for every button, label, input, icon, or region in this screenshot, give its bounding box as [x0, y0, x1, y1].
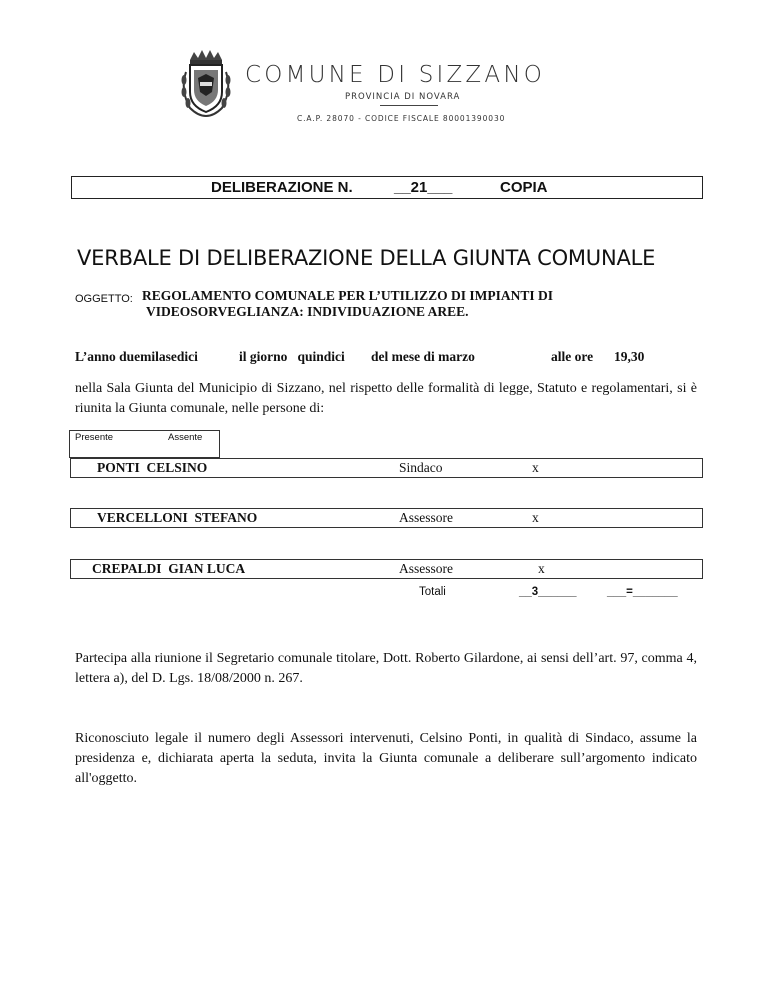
member-role: Sindaco [399, 460, 443, 475]
member-presence-mark: x [532, 510, 539, 525]
cap-codice-fiscale: C.A.P. 28070 - CODICE FISCALE 80001390030 [297, 114, 506, 123]
member-row [70, 508, 703, 528]
document-title: VERBALE DI DELIBERAZIONE DELLA GIUNTA COMUNALE [77, 246, 656, 270]
presente-label: Presente [75, 432, 114, 443]
member-row [70, 458, 703, 478]
time-label: alle ore [551, 349, 594, 364]
secretary-paragraph: Partecipa alla riunione il Segretario comunale titolare, Dott. Roberto Gilardone, ai sensi dell’art. 97, comma 4, lettera a), del D. Lgs. 18/08/2000 n. 267. [75, 651, 697, 686]
member-presence-mark: x [532, 460, 539, 475]
intro-paragraph: nella Sala Giunta del Municipio di Sizzano, nel rispetto delle formalità di legge, Statuto e regolamentari, si è riunita la Giunta comunale, nelle persone di: [75, 381, 697, 416]
deliberation-label: DELIBERAZIONE N. [211, 179, 353, 196]
totals-absent: ___=_______ [607, 586, 678, 598]
subject-label: OGGETTO: [75, 293, 133, 305]
time-value: 19,30 [614, 349, 645, 364]
totals-present: __3______ [519, 586, 577, 598]
member-role: Assessore [399, 561, 453, 576]
subject-text [142, 288, 682, 320]
member-row [70, 559, 703, 579]
subject-line-2: VIDEOSORVEGLIANZA: INDIVIDUAZIONE AREE. [146, 304, 469, 319]
quorum-paragraph: Riconosciuto legale il numero degli Assessori intervenuti, Celsino Ponti, in qualità di Sindaco, assume la presidenza e, dichiarata aperta la seduta, invita la Giunta comunale a deliberare sull’argomento indicato all'oggetto. [75, 731, 697, 786]
date-day: il giorno quindici [239, 349, 345, 364]
deliberation-number: __21___ [394, 179, 453, 196]
municipal-crest-logo [176, 48, 236, 120]
member-name: CREPALDI GIAN LUCA [92, 561, 246, 576]
subject-line-1: REGOLAMENTO COMUNALE PER L’UTILIZZO DI IMPIANTI DI [142, 288, 554, 303]
copy-label: COPIA [500, 179, 548, 196]
provincia-name: PROVINCIA DI NOVARA [345, 92, 461, 102]
header-divider [380, 105, 438, 106]
date-month: del mese di marzo [371, 349, 475, 364]
member-name: VERCELLONI STEFANO [97, 510, 258, 525]
comune-name: COMUNE DI SIZZANO [245, 62, 546, 88]
member-role: Assessore [399, 510, 453, 525]
totals-label: Totali [419, 586, 446, 598]
date-year: L’anno duemilasedici [75, 349, 198, 364]
deliberation-box [71, 176, 703, 199]
attendance-header-box [69, 430, 220, 458]
member-presence-mark: x [538, 561, 545, 576]
member-name: PONTI CELSINO [97, 460, 208, 475]
assente-label: Assente [168, 432, 203, 443]
